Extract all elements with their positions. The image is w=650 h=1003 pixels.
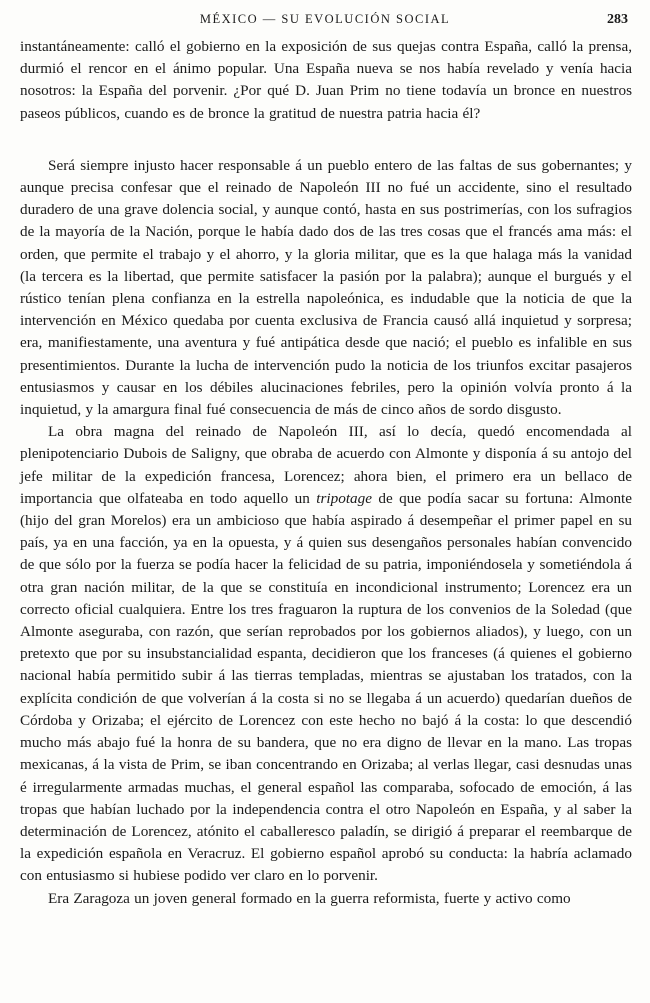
running-header — [20, 12, 630, 30]
paragraph-continuation: instantáneamente: calló el gobierno en la exposición de sus quejas contra España, calló la prensa, durmió el rencor en el ánimo popular. Una España nueva se nos había revelado y venía hacia nosotros: la España del porvenir. ¿Por qué D. Juan Prim no tiene todavía un bronce en nuestros paseos públicos, cuando es de bronce la gratitud de nuestra patria hacia él? — [20, 38, 632, 122]
paragraph-text-after: de que podía sacar su fortuna: Almonte (hijo del gran Morelos) era un ambicioso que había aspirado á desempeñar el primer papel en su país, ya en una facción, ya en la opuesta, y á quien sus desengaños personales habían convencido de que sólo por la fuerza se podía hacer la felicidad de su patria, imponiéndosela y sometiéndola á otra gran nación militar, de la que se constituía en incondicional instrumento; Lorencez era un correcto oficial cualquiera. Entre los tres fraguaron la ruptura de los convenios de la Soledad (que Almonte aseguraba, con razón, que serían reprobados por los gobiernos aliados), y luego, con un pretexto que por su insubstancialidad espanta, decidieron que los franceses (á quienes el gobierno nacional había permitido subir á las tierras templadas, mientras se ajustaban los tratados, con la explícita condición de que volverían á la costa si no se llegaba á un acuerdo) quedarían dueños de Córdoba y Orizaba; el ejército de Lorencez con este hecho no bajó á la costa: lo que descendió mucho más abajo fué la honra de su bandera, que no era digno de llevar en la mano. Las tropas mexicanas, á la vista de Prim, se iban concentrando en Orizaba; al verlas llegar, casi desnudas unas é irregularmente armadas muchas, el general español las comparaba, sofocado de emoción, á las tropas que habían luchado por la independencia contra el otro Napoleón en España, y al saber la determinación de Lorencez, atónito el caballeresco paladín, se dirigió á preparar el reembarque de la expedición española en Veracruz. El gobierno español aprobó su conducta: la habría aclamado con entusiasmo si hubiese podido ver claro en lo porvenir. — [20, 489, 632, 885]
paragraph-text-before: La obra magna del reinado de Napoleón III, así lo decía, quedó encomendada al plenipotenciario Dubois de Saligny, que obraba de acuerdo con Almonte y disponía á su antojo del jefe militar de la expedición francesa, Lorencez; ahora bien, el primero era un bellaco de importancia que olfateaba en todo aquello un — [20, 423, 632, 507]
body-text — [20, 36, 632, 910]
paragraph-zaragoza: Era Zaragoza un joven general formado en la guerra reformista, fuerte y activo como — [48, 889, 571, 907]
running-title: MÉXICO — SU EVOLUCIÓN SOCIAL — [199, 12, 451, 26]
italic-term: tripotage — [316, 489, 372, 507]
paragraph-napoleon-reign: Será siempre injusto hacer responsable á un pueblo entero de las faltas de sus gobernantes; y aunque precisa confesar que el reinado de Napoleón III no fué un accidente, sino el resultado duradero de una grave dolencia social, y aunque contó, hasta en sus postrimerías, con los sufragios de la mayoría de la Nación, porque le había dado dos de las tres cosas que el francés ama más: el orden, que permite el trabajo y el ahorro, y la gloria militar, que es la que halaga más la vanidad (la tercera es la libertad, que permite satisfacer la pasión por la palabra); aunque el burgués y el rústico tenían plena confianza en la estrella napoleónica, es indudable que la noticia de que la intervención en México quedaba por cuenta exclusiva de Francia causó allá inquietud y sorpresa; era, manifiestamente, una aventura y fué antipática desde que nació; el pueblo es infalible en sus presentimientos. Durante la lucha de intervención pudo la noticia de los triunfos excitar pasajeros entusiasmos y causar en los débiles alucinaciones febriles, pero la opinión volvía pronto á la inquietud, y la amargura final fué consecuencia de más de cinco años de sordo disgusto. — [20, 156, 632, 419]
page-number: 283 — [607, 12, 628, 27]
paragraph-saligny-almonte-lorencez — [20, 421, 632, 887]
